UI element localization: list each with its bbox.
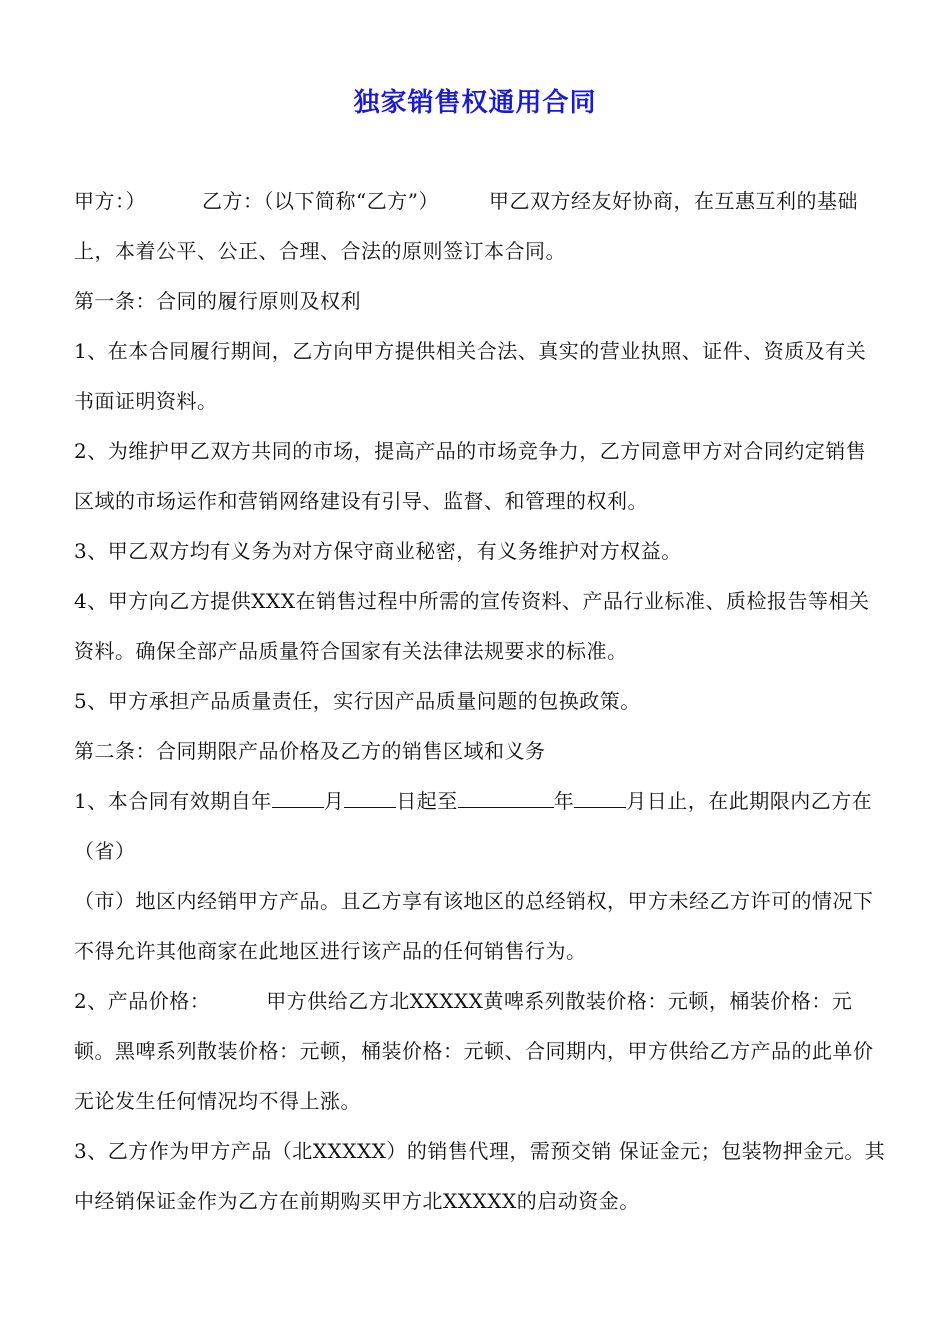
price-text: 甲方供给乙方北XXXXX黄啤系列散装价格：元顿，桶装价格：元顿。黑啤系列散装价格：元顿，桶装价格：元顿、合同期内，甲方供给乙方产品的此单价无论发生任何情况均不得上涨。 [74, 989, 874, 1113]
article-2-item-2 [74, 976, 886, 1126]
article-1-item-1: 1、在本合同履行期间，乙方向甲方提供相关合法、真实的营业执照、证件、资质及有关书面证明资料。 [74, 339, 867, 413]
article-1-heading: 第一条：合同的履行原则及权利 [74, 289, 361, 313]
term-month: 月 [323, 789, 345, 813]
article-2-item-1 [74, 776, 886, 826]
region-city-paragraph: （市）地区内经销甲方产品。且乙方享有该地区的总经销权，甲方未经乙方许可的情况下不得允许其他商家在此地区进行该产品的任何销售行为。 [74, 889, 874, 963]
blank-field [574, 785, 626, 808]
party-b-label: 乙方：（以下简称“乙方”） [202, 189, 439, 213]
party-a-label: 甲方：） [74, 189, 146, 213]
article-1-item-3: 3、甲乙双方均有义务为对方保守商业秘密，有义务维护对方权益。 [74, 539, 682, 563]
price-label: 2、产品价格： [74, 989, 211, 1013]
term-prefix: 1、本合同有效期自年 [74, 789, 272, 813]
article-2-heading: 第二条：合同期限产品价格及乙方的销售区域和义务 [74, 739, 546, 763]
region-province: （省） [74, 839, 136, 863]
blank-field [272, 785, 324, 808]
intro-text: 甲乙双方经友好协商，在互惠互利的基础上，本着公平、公正、合理、合法的原则签订本合同。 [74, 189, 858, 263]
article-2-item-3: 3、乙方作为甲方产品（北XXXXX）的销售代理，需预交销 保证金元；包装物押金元。其中经销保证金作为乙方在前期购买甲方北XXXXX的启动资金。 [74, 1139, 886, 1213]
parties-paragraph [74, 176, 886, 276]
document-body [74, 176, 886, 1226]
document-title: 独家销售权通用合同 [353, 88, 597, 118]
article-1-item-5: 5、甲方承担产品质量责任，实行因产品质量问题的包换政策。 [74, 689, 641, 713]
blank-field [344, 785, 396, 808]
term-day-from: 日起至 [396, 789, 458, 813]
term-year: 年 [553, 789, 575, 813]
term-suffix: 月日止，在此期限内乙方在 [626, 789, 873, 813]
article-1-item-2: 2、为维护甲乙双方共同的市场，提高产品的市场竞争力，乙方同意甲方对合同约定销售区域的市场运作和营销网络建设有引导、监督、和管理的权利。 [74, 439, 867, 513]
blank-field [458, 785, 554, 808]
article-1-item-4: 4、甲方向乙方提供XXX在销售过程中所需的宣传资料、产品行业标准、质检报告等相关资料。确保全部产品质量符合国家有关法律法规要求的标准。 [74, 589, 870, 663]
